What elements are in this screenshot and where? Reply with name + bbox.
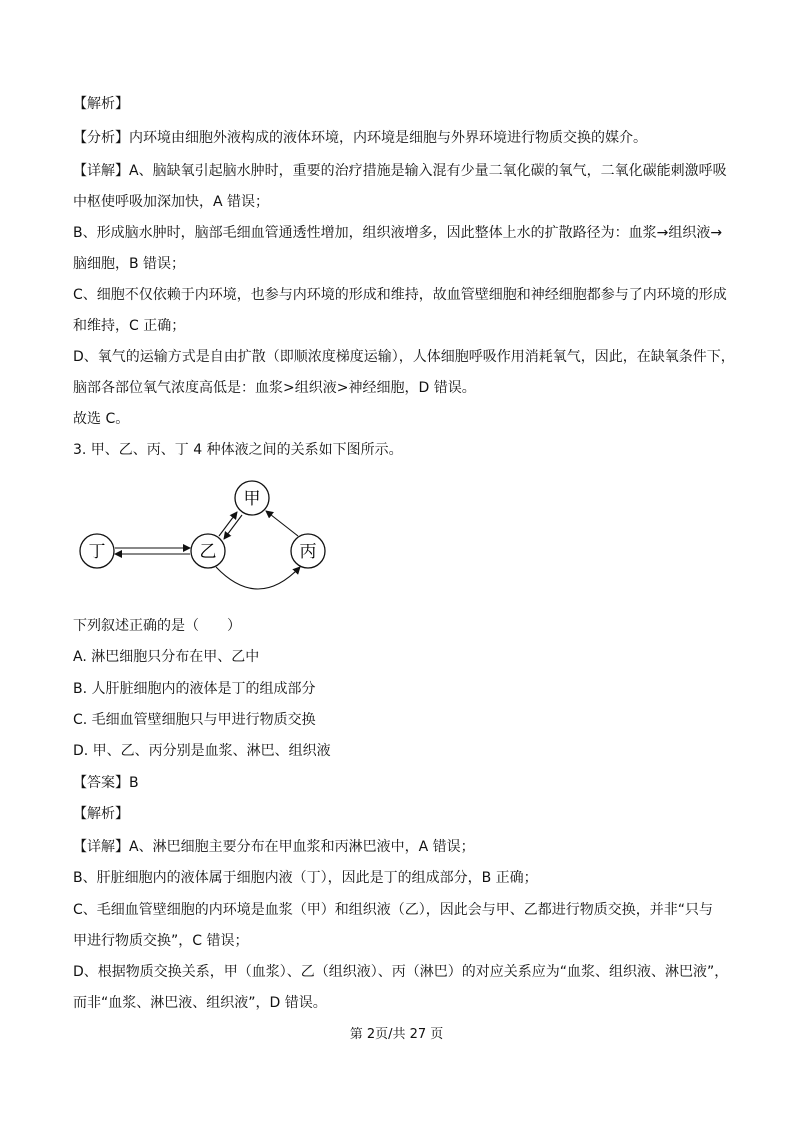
node-yi-label: 乙 [199,542,217,562]
node-bing-label: 丙 [299,542,317,562]
text-line: B、形成脑水肿时，脑部毛细血管通透性增加，组织液增多，因此整体上水的扩散路径为：血浆→组织液→ [73,225,723,241]
node-ding-label: 丁 [88,542,106,562]
page-number: 第 2页/共 27 页 [349,1027,444,1042]
analysis-heading: 【解析】 [73,806,129,822]
answer-line: 【答案】B [73,775,139,791]
arrow-yi-to-jia [219,512,237,536]
text-line: 甲进行物质交换”，C 错误； [73,933,249,949]
text-line: 故选 C。 [73,411,130,427]
option-b: B. 人肝脏细胞内的液体是丁的组成部分 [73,681,316,697]
arrow-jia-to-yi [224,515,242,539]
text-line: 中枢使呼吸加深加快，A 错误； [73,194,270,210]
body-fluid-diagram [70,476,340,606]
text-line: D、氧气的运输方式是自由扩散（即顺浓度梯度运输），人体细胞呼吸作用消耗氧气，因此，在缺氧条件下， [73,349,735,365]
text-line: 【详解】A、淋巴细胞主要分布在甲血浆和丙淋巴液中，A 错误； [73,839,475,855]
option-c: C. 毛细血管壁细胞只与甲进行物质交换 [73,712,316,728]
text-line: 脑细胞，B 错误； [73,256,186,272]
question-stem: 3. 甲、乙、丙、丁 4 种体液之间的关系如下图所示。 [73,442,403,458]
option-a: A. 淋巴细胞只分布在甲、乙中 [73,649,260,665]
text-line: 而非“血浆、淋巴液、组织液”，D 错误。 [73,995,327,1011]
text-line: C、细胞不仅依赖于内环境，也参与内环境的形成和维持，故血管壁细胞和神经细胞都参与了内环境的形成 [73,287,727,303]
node-jia-label: 甲 [243,489,261,509]
text-line: 和维持，C 正确； [73,318,186,334]
text-line: B、肝脏细胞内的液体属于细胞内液（丁），因此是丁的组成部分，B 正确； [73,870,538,886]
text-line: D、根据物质交换关系，甲（血浆）、乙（组织液）、丙（淋巴）的对应关系应为“血浆、组织液、淋巴液”， [73,964,729,980]
text-line: 【详解】A、脑缺氧引起脑水肿时，重要的治疗措施是输入混有少量二氧化碳的氧气，二氧化碳能刺激呼吸 [73,163,727,179]
analysis-heading: 【解析】 [73,96,129,112]
text-line: 【分析】内环境由细胞外液构成的液体环境，内环境是细胞与外界环境进行物质交换的媒介。 [73,130,647,146]
arrow-bing-to-jia [266,511,298,536]
question-prompt: 下列叙述正确的是（ ） [73,618,241,634]
option-d: D. 甲、乙、丙分别是血浆、淋巴、组织液 [73,743,331,759]
text-line: 脑部各部位氧气浓度高低是：血浆>组织液>神经细胞，D 错误。 [73,380,476,396]
arrow-yi-to-bing [216,567,300,589]
text-line: C、毛细血管壁细胞的内环境是血浆（甲）和组织液（乙），因此会与甲、乙都进行物质交换，并非“只与 [73,902,714,918]
